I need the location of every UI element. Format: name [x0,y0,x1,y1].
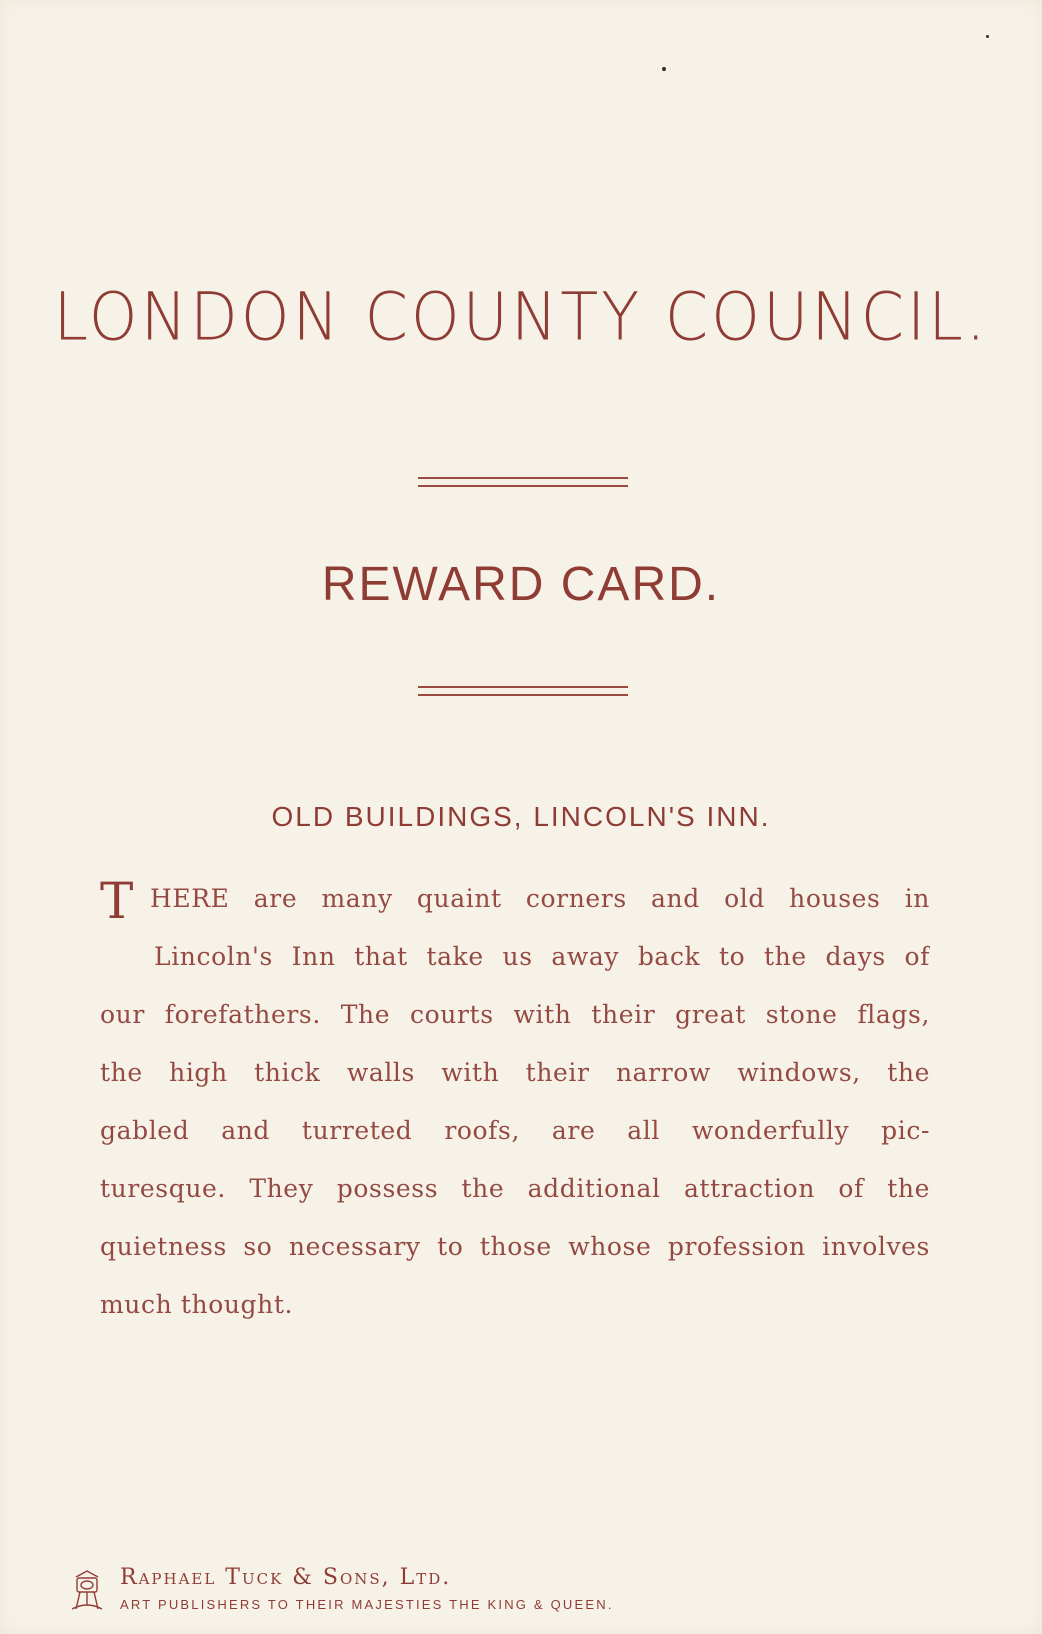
card-title: LONDON COUNTY COUNCIL. [53,277,989,356]
paragraph-line: turesque. They possess the additional attraction of the [100,1174,930,1203]
publisher-name: Raphael Tuck & Sons, Ltd. [120,1565,452,1590]
paragraph-line: the high thick walls with their narrow windows, the [100,1058,930,1087]
paragraph-line: our forefathers. The courts with their great stone flags, [100,1000,930,1029]
paragraph-line: Lincoln's Inn that take us away back to the days of [154,942,930,971]
double-rule-divider [418,686,628,696]
section-heading: OLD BUILDINGS, LINCOLN'S INN. [271,801,771,832]
paragraph-line: HERE are many quaint corners and old houses in [150,884,930,913]
paragraph-line: much thought. [100,1290,294,1319]
paragraph-line: quietness so necessary to those whose profession involves [100,1232,930,1261]
description-paragraph [100,870,930,1334]
easel-palette-icon [70,1569,104,1613]
publisher-tagline: ART PUBLISHERS TO THEIR MAJESTIES THE KING & QUEEN. [120,1597,614,1612]
card-subtitle: REWARD CARD. [321,558,721,611]
paper-speck [986,35,989,38]
drop-cap: T [100,872,134,930]
double-rule-divider [418,477,628,487]
paper-speck [662,67,666,71]
paragraph-line: gabled and turreted roofs, are all wonderfully pic- [100,1116,930,1145]
publisher-imprint [70,1565,770,1625]
